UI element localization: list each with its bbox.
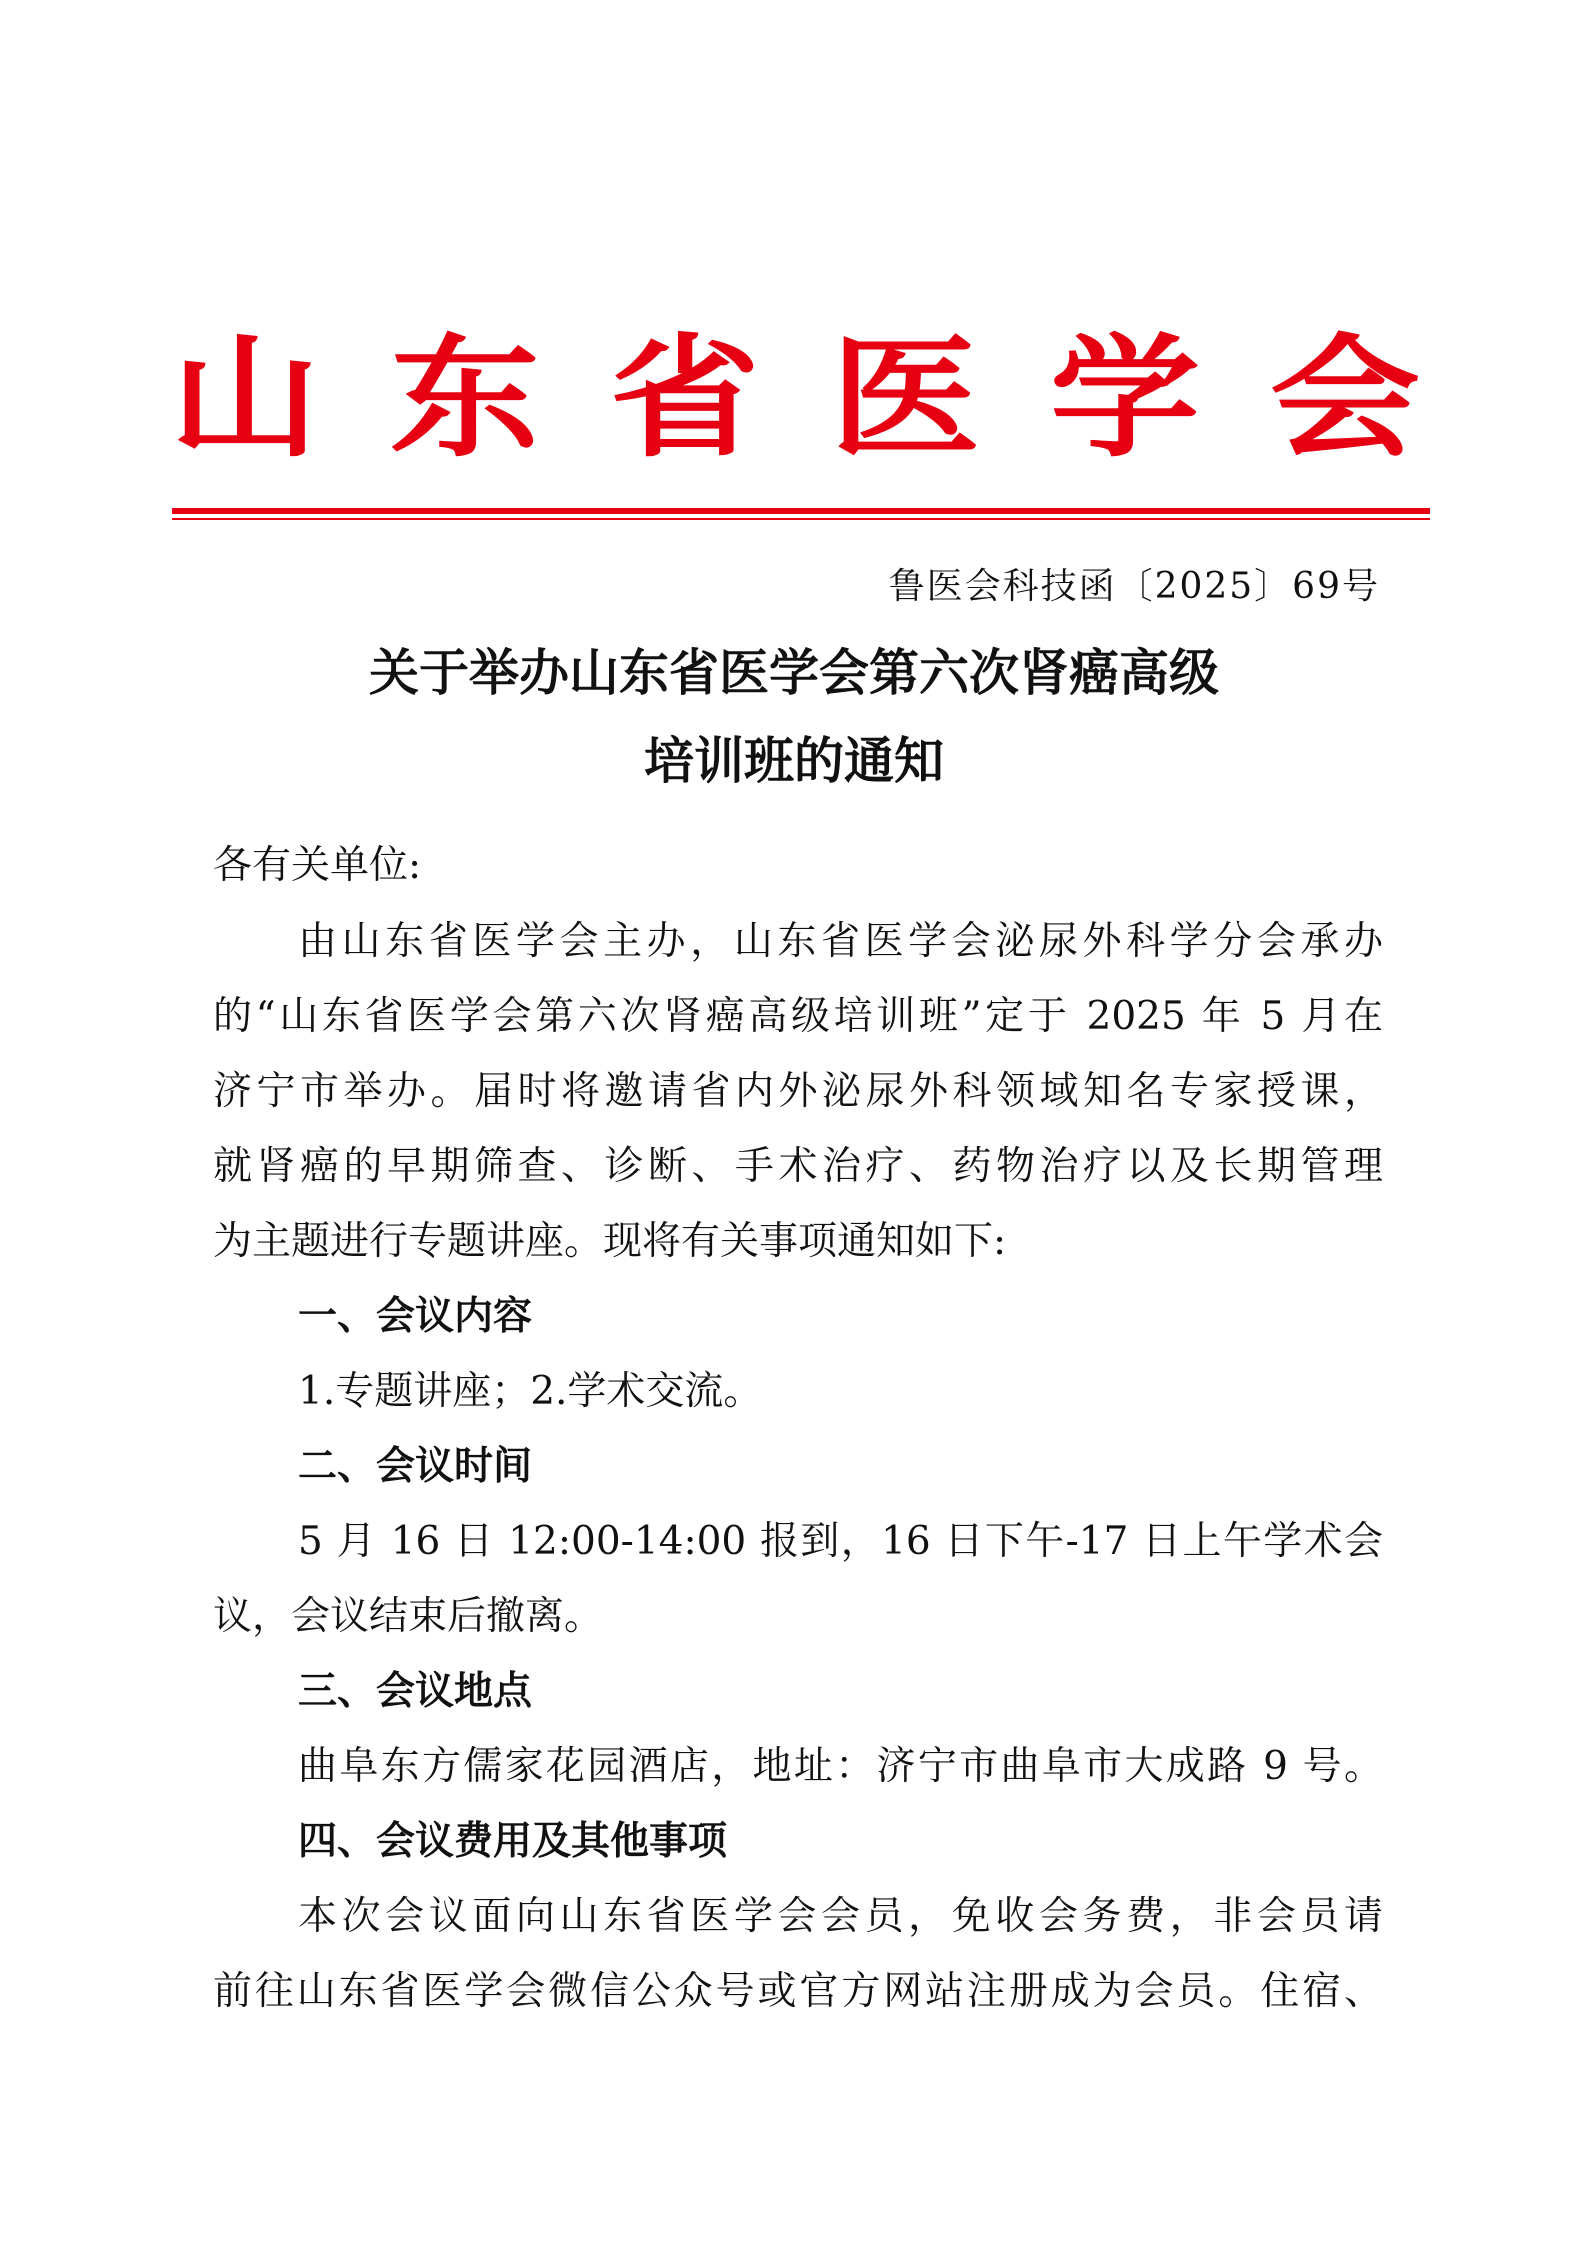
- section-heading-time: 二、会议时间: [298, 1444, 533, 1489]
- section-place-text: 曲阜东方儒家花园酒店，地址：济宁市曲阜市大成路 9 号。: [298, 1744, 1383, 1789]
- section-time-text: 5 月 16 日 12:00-14:00 报到，16 日下午-17 日上午学术会: [298, 1519, 1383, 1564]
- masthead-divider-thin: [172, 518, 1430, 520]
- masthead-char: 医: [830, 320, 981, 476]
- masthead-org-name: [170, 318, 1420, 478]
- masthead-char: 学: [1050, 320, 1201, 476]
- masthead-char: 东: [390, 320, 541, 476]
- intro-line: 的“山东省医学会第六次肾癌高级培训班”定于 2025 年 5 月在: [213, 994, 1383, 1039]
- masthead-char: 会: [1270, 320, 1421, 476]
- section-heading-fees: 四、会议费用及其他事项: [298, 1819, 728, 1864]
- masthead-char: 山: [170, 320, 321, 476]
- section-heading-content: 一、会议内容: [298, 1294, 533, 1339]
- section-heading-place: 三、会议地点: [298, 1669, 533, 1714]
- salutation: 各有关单位:: [213, 843, 422, 888]
- intro-line: 就肾癌的早期筛查、诊断、手术治疗、药物治疗以及长期管理: [213, 1144, 1383, 1189]
- masthead-divider-thick: [172, 508, 1430, 514]
- document-number: 鲁医会科技函〔2025〕69号: [888, 566, 1380, 607]
- document-title-line-1: 关于举办山东省医学会第六次肾癌高级: [369, 644, 1219, 702]
- intro-line: 济宁市举办。届时将邀请省内外泌尿外科领域知名专家授课，: [213, 1069, 1383, 1114]
- document-title-line-2: 培训班的通知: [644, 732, 944, 790]
- intro-line: 由山东省医学会主办，山东省医学会泌尿外科学分会承办: [298, 919, 1383, 964]
- section-fees-text: 本次会议面向山东省医学会会员，免收会务费，非会员请: [298, 1894, 1383, 1939]
- intro-line: 为主题进行专题讲座。现将有关事项通知如下:: [213, 1219, 1007, 1264]
- masthead-char: 省: [610, 320, 761, 476]
- section-fees-text: 前往山东省医学会微信公众号或官方网站注册成为会员。住宿、: [213, 1969, 1383, 2014]
- section-time-text: 议，会议结束后撤离。: [213, 1594, 604, 1639]
- section-content-text: 1.专题讲座；2.学术交流。: [298, 1369, 763, 1414]
